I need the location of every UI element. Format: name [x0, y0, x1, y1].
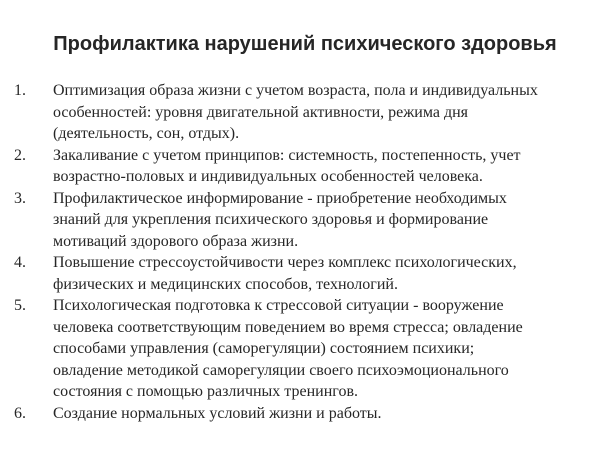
- list-item: [14, 188, 600, 253]
- item-text-line: особенностей: уровня двигательной активности, режима дня: [53, 103, 469, 121]
- item-text-line: Закаливание с учетом принципов: системность, постепенность, учет: [53, 146, 521, 164]
- list-item: [14, 295, 600, 403]
- list-item: [14, 145, 600, 188]
- item-text-line: Повышение стрессоустойчивости через комплекс психологических,: [53, 254, 517, 271]
- item-number: 3.: [14, 189, 26, 207]
- item-text-line: возрастно-половых и индивидуальных особенностей человека.: [53, 168, 483, 185]
- item-number: 5.: [14, 297, 26, 314]
- item-number: 4.: [14, 254, 26, 271]
- item-text-line: овладение методикой саморегуляции своего психоэмоционального: [53, 361, 509, 379]
- item-text-line: способами управления (саморегуляции) состоянием психики;: [53, 340, 475, 357]
- item-text-line: Психологическая подготовка к стрессовой ситуации - вооружение: [53, 297, 504, 314]
- item-number: 6.: [14, 404, 26, 422]
- item-text-line: Создание нормальных условий жизни и работы.: [53, 404, 382, 422]
- list-item: [14, 252, 600, 295]
- list-item: [14, 403, 600, 425]
- item-text-line: мотиваций здорового образа жизни.: [53, 232, 299, 250]
- item-text-line: Профилактическое информирование - приобретение необходимых: [53, 189, 507, 207]
- item-text-line: знаний для укрепления психического здоровья и формирование: [53, 211, 489, 228]
- prevention-list: [14, 80, 600, 424]
- slide-title: Профилактика нарушений психического здоровья: [53, 33, 557, 55]
- item-text-line: человека соответствующим поведением во время стресса; овладение: [53, 318, 523, 336]
- item-text-line: (деятельность, сон, отдых).: [53, 125, 240, 142]
- item-text-line: Оптимизация образа жизни с учетом возраста, пола и индивидуальных: [53, 82, 538, 99]
- item-text-line: состояния с помощью различных тренингов.: [53, 383, 358, 400]
- list-item: [14, 80, 600, 145]
- item-number: 1.: [14, 82, 26, 99]
- item-number: 2.: [14, 146, 26, 164]
- item-text-line: физических и медицинских способов, технологий.: [53, 275, 398, 293]
